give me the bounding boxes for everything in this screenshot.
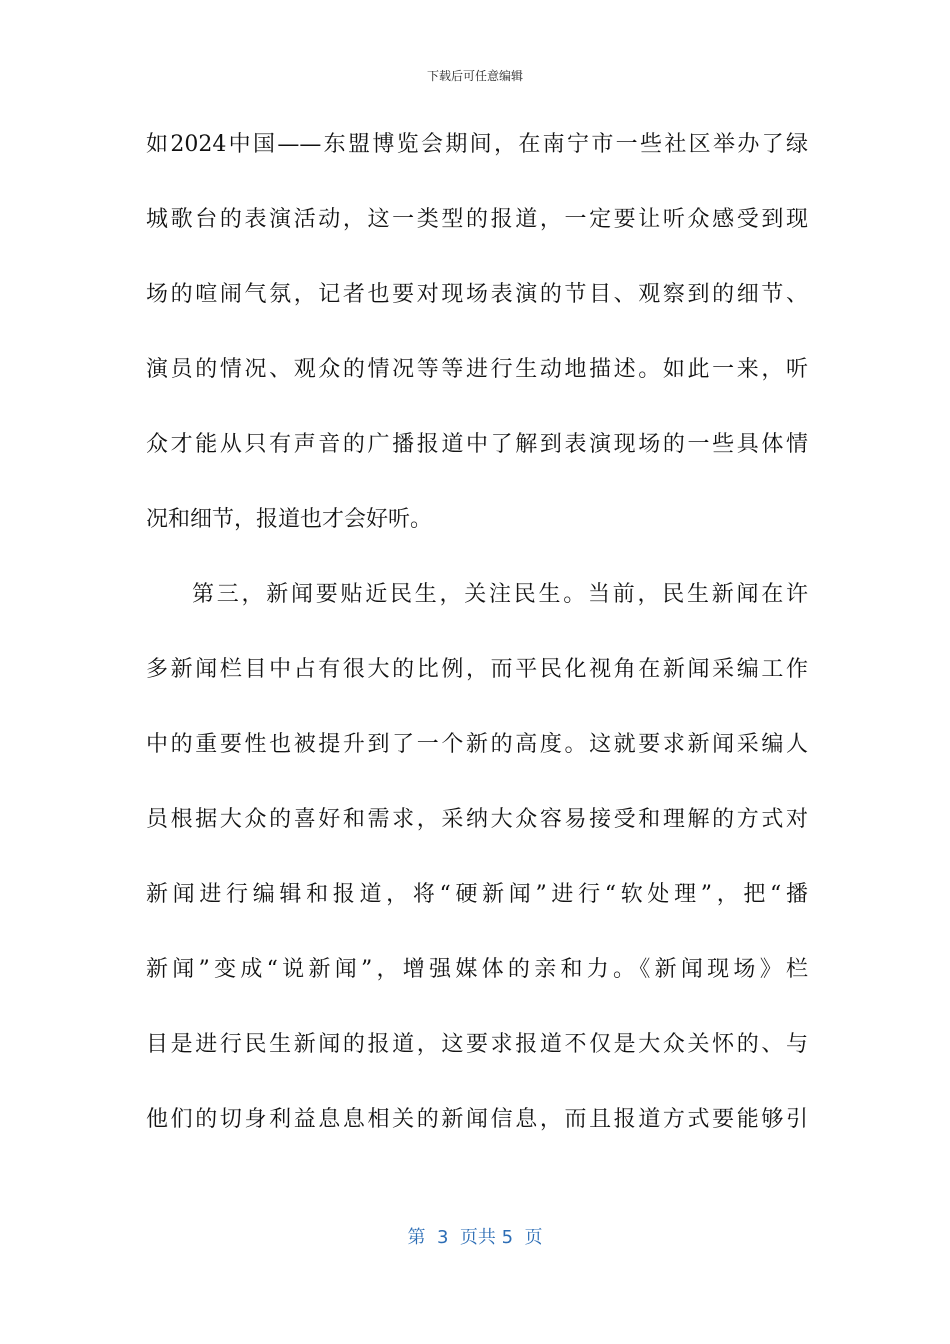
text-line: 多新闻栏目中占有很大的比例，而平民化视角在新闻采编工作: [146, 657, 808, 682]
text-line: 城歌台的表演活动，这一类型的报道，一定要让听众感受到现: [146, 207, 808, 232]
text-line: 目是进行民生新闻的报道，这要求报道不仅是大众关怀的、与: [146, 1032, 808, 1057]
text-line: 第三，新闻要贴近民生，关注民生。当前，民生新闻在许: [192, 582, 808, 607]
text-line: 演员的情况、观众的情况等等进行生动地描述。如此一来，听: [146, 357, 808, 382]
text-line: 他们的切身利益息息相关的新闻信息，而且报道方式要能够引: [146, 1107, 808, 1132]
text-line: 场的喧闹气氛，记者也要对现场表演的节目、观察到的细节、: [146, 282, 808, 307]
text-line: 中的重要性也被提升到了一个新的高度。这就要求新闻采编人: [146, 732, 808, 757]
text-line: 况和细节，报道也才会好听。: [146, 507, 433, 532]
header-note: 下载后可任意编辑: [426, 69, 523, 83]
text-line: 新闻”变成“说新闻”，增强媒体的亲和力。《新闻现场》栏: [146, 957, 808, 982]
page-number-footer: 第 3 页共 5 页: [407, 1227, 543, 1248]
text-line: 如2024中国——东盟博览会期间，在南宁市一些社区举办了绿: [146, 132, 808, 157]
text-line: 员根据大众的喜好和需求，采纳大众容易接受和理解的方式对: [146, 807, 808, 832]
text-line: 众才能从只有声音的广播报道中了解到表演现场的一些具体情: [146, 432, 808, 457]
body-text: [146, 120, 808, 1170]
text-line: 新闻进行编辑和报道，将“硬新闻”进行“软处理”，把“播: [146, 882, 808, 907]
